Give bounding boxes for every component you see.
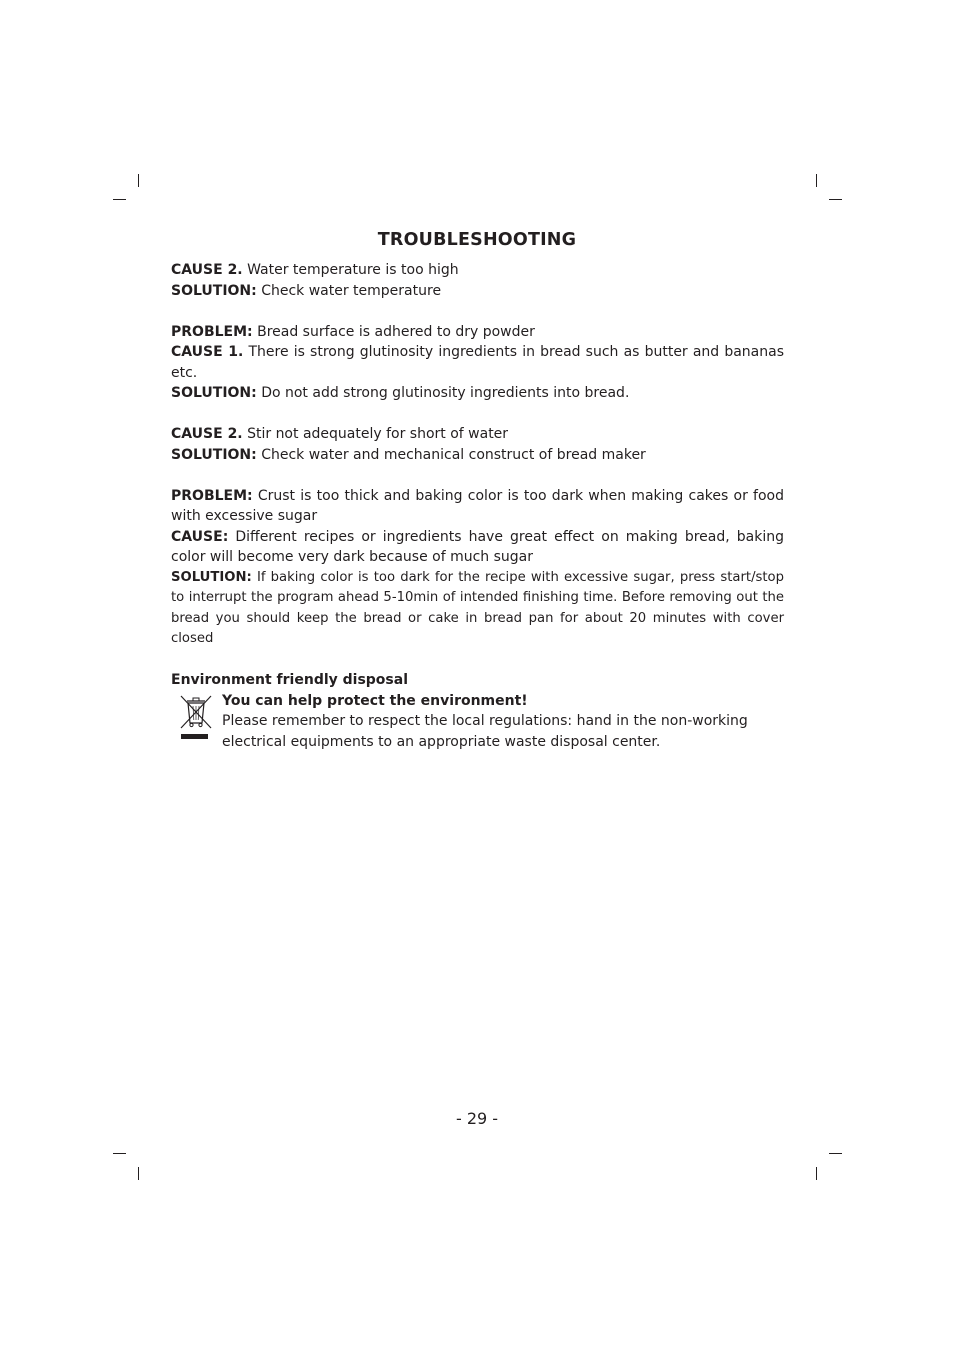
spacer [171, 301, 784, 322]
entry-label: CAUSE 2. [171, 426, 243, 442]
crop-mark-top-left-vertical [138, 174, 139, 187]
entry-label: CAUSE 2. [171, 262, 243, 278]
entry-label: SOLUTION: [171, 385, 257, 401]
entry-label: CAUSE: [171, 528, 229, 545]
spacer [171, 404, 784, 425]
entry-solution [171, 281, 784, 302]
page-number: - 29 - [455, 1109, 499, 1128]
entry-cause [171, 342, 784, 383]
spacer [171, 650, 784, 671]
entry-text: Check water temperature [256, 282, 442, 299]
entry-label: CAUSE 1. [171, 344, 244, 360]
entry-label: SOLUTION: [171, 282, 257, 299]
environment-heading: Environment friendly disposal [171, 672, 409, 688]
disposal-subheading-text: You can help protect the environment! [222, 692, 528, 709]
entry-solution [171, 445, 784, 466]
entry-label: PROBLEM: [171, 487, 253, 504]
entry-solution [171, 383, 784, 404]
crop-mark-top-left-horizontal [113, 199, 126, 200]
entry-label: PROBLEM: [171, 323, 253, 340]
spacer [171, 465, 784, 486]
entry-text: Different recipes or ingredients have great effect on making bread, baking color will become very dark because of much sugar [171, 528, 784, 565]
entry-problem [171, 322, 784, 343]
entry-text: Check water and mechanical construct of bread maker [256, 446, 646, 463]
entry-text: Crust is too thick and baking color is too dark when making cakes or food with excessive sugar [171, 487, 784, 524]
entry-cause [171, 527, 784, 568]
entry-label: SOLUTION: [171, 446, 257, 463]
entry-text: There is strong glutinosity ingredients in bread such as butter and bananas etc. [171, 344, 784, 381]
entry-text: Water temperature is too high [242, 262, 459, 278]
crop-mark-top-right-horizontal [829, 199, 842, 200]
crop-mark-bottom-left-horizontal [113, 1153, 126, 1154]
entry-text: If baking color is too dark for the recipe with excessive sugar, press start/stop to interrupt the program ahead 5-10min of intended finishing time. Before removing out the bread you should keep the bread or cake in bread pan for about 20 minutes with cover closed [171, 569, 784, 646]
disposal-subheading [222, 691, 784, 712]
troubleshooting-content [171, 260, 784, 752]
entry-label: SOLUTION: [171, 569, 252, 585]
entry-text: Bread surface is adhered to dry powder [252, 323, 535, 340]
page-title: TROUBLESHOOTING [377, 230, 577, 250]
crop-mark-bottom-right-horizontal [829, 1153, 842, 1154]
entry-text: Stir not adequately for short of water [242, 426, 509, 442]
crossed-out-wheelie-bin-icon [178, 693, 214, 741]
entry-solution [171, 568, 784, 650]
entry-problem [171, 486, 784, 527]
crop-mark-top-right-vertical [816, 174, 817, 187]
entry-text: Do not add strong glutinosity ingredients into bread. [256, 385, 630, 401]
crop-mark-bottom-right-vertical [816, 1167, 817, 1180]
disposal-notice [171, 691, 784, 753]
disposal-text: Please remember to respect the local regulations: hand in the non-working electrical equipments to an appropriate waste disposal center. [222, 713, 748, 750]
entry-cause [171, 424, 784, 445]
entry-cause [171, 260, 784, 281]
crop-mark-bottom-left-vertical [138, 1167, 139, 1180]
